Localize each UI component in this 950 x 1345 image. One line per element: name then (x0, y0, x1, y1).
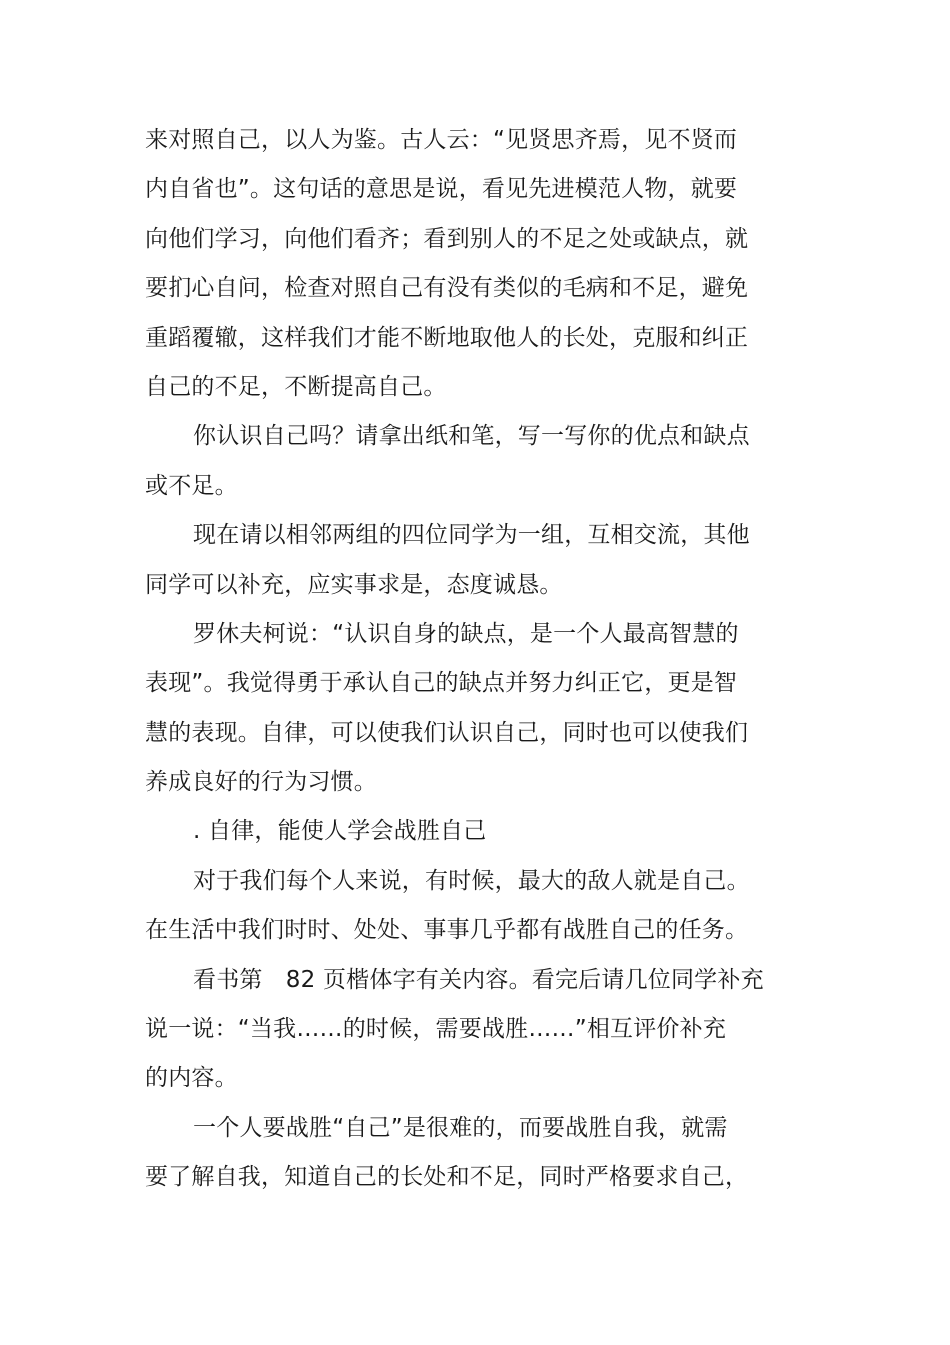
text-line: 对于我们每个人来说，有时候，最大的敌人就是自己。 (193, 867, 750, 894)
text-line: 表现”。我觉得勇于承认自己的缺点并努力纠正它，更是智 (145, 670, 738, 697)
text-line: 内自省也”。这句话的意思是说，看见先进模范人物，就要 (145, 176, 738, 203)
text-line: 重蹈覆辙，这样我们才能不断地取他人的长处，克服和纠正 (145, 324, 749, 351)
text-line: 一个人要战胜“自己”是很难的，而要战胜自我，就需 (193, 1114, 728, 1141)
text-line: 的内容。 (145, 1065, 238, 1092)
text-line: 看书第 82 页楷体字有关内容。看完后请几位同学补充 (193, 966, 764, 993)
text-line: 同学可以补充，应实事求是，态度诚恳。 (145, 571, 563, 598)
text-line: 来对照自己，以人为鉴。古人云：“见贤思齐焉，见不贤而 (145, 127, 738, 153)
text-line: 罗休夫柯说：“认识自身的缺点，是一个人最高智慧的 (193, 620, 739, 647)
text-line: 慧的表现。自律，可以使我们认识自己，同时也可以使我们 (145, 719, 749, 746)
text-line: 在生活中我们时时、处处、事事几乎都有战胜自己的任务。 (145, 917, 749, 944)
text-line: 养成良好的行为习惯。 (145, 769, 377, 796)
section-heading: . 自律，能使人学会战胜自己 (193, 818, 487, 845)
text-line: 说一说：“当我……的时候，需要战胜……”相互评价补充 (145, 1016, 727, 1043)
text-line: 向他们学习，向他们看齐；看到别人的不足之处或缺点，就 (145, 225, 749, 252)
text-line: 你认识自己吗？请拿出纸和笔，写一写你的优点和缺点 (193, 423, 750, 450)
text-line: 要了解自我，知道自己的长处和不足，同时严格要求自己， (145, 1164, 749, 1191)
text-line: 或不足。 (145, 472, 238, 499)
text-line: 要扪心自问，检查对照自己有没有类似的毛病和不足，避免 (145, 275, 749, 302)
text-line: 现在请以相邻两组的四位同学为一组，互相交流，其他 (193, 522, 750, 549)
document-body (145, 116, 765, 1203)
text-line: 自己的不足，不断提高自己。 (145, 373, 447, 400)
